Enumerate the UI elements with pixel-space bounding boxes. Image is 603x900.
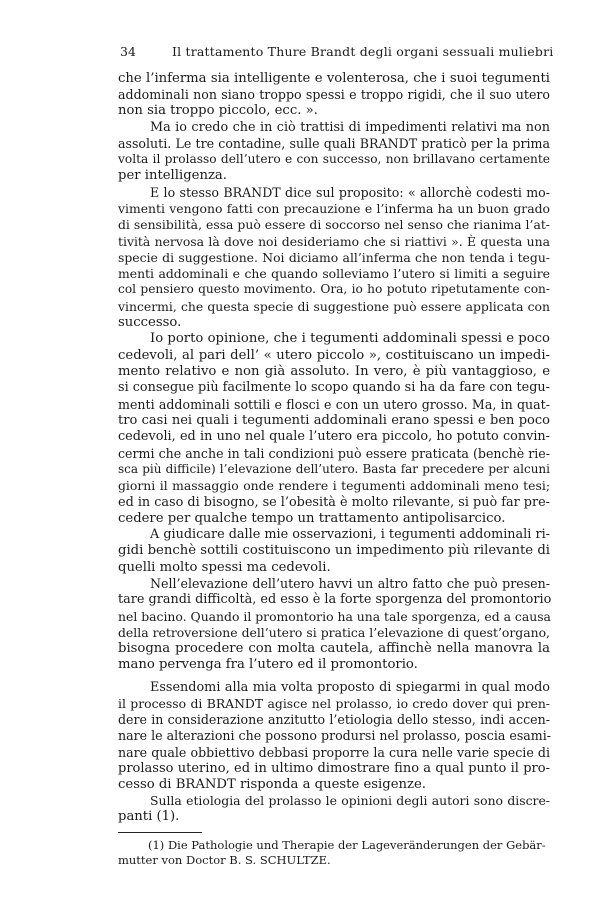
text-line: quelli molto spessi ma cedevoli. <box>118 560 331 575</box>
text-line: non sia troppo piccolo, ecc. ». <box>118 103 318 118</box>
text-line: nare quale obbiettivo debbasi proporre la cura nelle varie specie di <box>118 745 550 760</box>
text-line: panti (1). <box>118 809 180 824</box>
running-header <box>120 44 560 62</box>
text-line: Nell’elevazione dell’utero havvi un altro fatto che può presen- <box>150 576 550 591</box>
text-line: tività nervosa là dove noi desideriamo che si riattivi ». È questa una <box>118 234 550 249</box>
text-line: il processo di BRANDT agisce nel prolasso, io credo dover qui pren- <box>118 696 550 711</box>
text-line: volta il prolasso dell’utero e con successo, non brillavano certamente <box>118 152 550 166</box>
text-line: Ma io credo che in ciò trattisi di impedimenti relativi ma non <box>150 120 550 135</box>
text-line: vimenti vengono fatti con precauzione e l’inferma ha un buon grado <box>118 201 550 216</box>
footnote-line: mutter von Doctor B. S. SCHULTZE. <box>118 853 331 867</box>
text-line: gidi benchè sottili costituiscono un impedimento più rilevante di <box>118 543 550 558</box>
text-line: col pensiero questo movimento. Ora, io ho potuto ripetutamente con- <box>118 282 550 296</box>
text-line: menti addominali e che quando solleviamo l’utero si limiti a seguire <box>118 266 550 281</box>
text-line: bisogna procedere con molta cautela, affinchè nella manovra la <box>118 641 550 656</box>
text-line: A giudicare dalle mie osservazioni, i tegumenti addominali ri- <box>150 527 550 542</box>
footnote-rule <box>118 832 202 833</box>
text-line: cedevoli, ed in uno nel quale l’utero era piccolo, ho potuto convin- <box>118 429 550 444</box>
text-line: della retroversione dell’utero si pratica l’elevazione di quest’organo, <box>118 625 550 640</box>
text-line: nare le alterazioni che possono prodursi nel prolasso, poscia esami- <box>118 728 552 743</box>
running-title: Il trattamento Thure Brandt degli organi sessuali muliebri <box>172 44 554 59</box>
text-line: menti addominali sottili e flosci e con un utero grosso. Ma, in quat- <box>118 397 550 412</box>
text-line: che l’inferma sia intelligente e volenterosa, che i suoi tegumenti <box>118 71 550 86</box>
text-line: mento relativo e non già assoluto. In vero, è più vantaggioso, e <box>118 364 550 379</box>
text-line: assoluti. Le tre contadine, sulle quali BRANDT praticò per la prima <box>118 136 550 151</box>
text-line: Essendomi alla mia volta proposto di spiegarmi in qual modo <box>150 680 550 695</box>
text-line: Io porto opinione, che i tegumenti addominali spessi e poco <box>150 331 550 346</box>
text-line: cedere per qualche tempo un trattamento antipolisarcico. <box>118 511 506 526</box>
text-line: tro casi nei quali i tegumenti addominali erano spessi e ben poco <box>118 413 550 428</box>
text-line: tare grandi difficoltà, ed esso è la forte sporgenza del promontorio <box>118 592 552 607</box>
text-line: cermi che anche in tali condizioni può essere praticata (benchè rie- <box>118 446 550 461</box>
text-line: vincermi, che questa specie di suggestione può essere applicata con <box>118 299 550 314</box>
text-line: ed in caso di bisogno, se l’obesità è molto rilevante, si può far pre- <box>118 495 550 510</box>
page-number: 34 <box>120 44 136 59</box>
text-line: di sensibilità, essa può essere di soccorso nel senso che rianima l’at- <box>118 217 550 232</box>
text-line: nel bacino. Quando il promontorio ha una tale sporgenza, ed a causa <box>118 609 551 624</box>
text-line: cesso di BRANDT risponda a queste esigenze. <box>118 777 426 792</box>
text-line: giorni il massaggio onde rendere i tegumenti addominali meno tesi; <box>118 478 550 493</box>
text-line: Sulla etiologia del prolasso le opinioni degli autori sono discre- <box>150 793 550 808</box>
text-line: E lo stesso BRANDT dice sul proposito: « allorchè codesti mo- <box>150 185 550 200</box>
text-line: successo. <box>118 315 182 330</box>
text-line: sca più difficile) l’elevazione dell’utero. Basta far precedere per alcuni <box>118 462 550 476</box>
text-line: addominali non siano troppo spessi e troppo rigidi, che il suo utero <box>118 87 550 102</box>
text-line: mano pervenga fra l’utero ed il promontorio. <box>118 657 418 672</box>
footnote-line: (1) Die Pathologie und Therapie der Lageveränderungen der Gebär- <box>148 838 546 852</box>
text-line: si consegue più facilmente lo scopo quando si ha da fare con tegu- <box>118 380 550 395</box>
text-line: specie di suggestione. Noi diciamo all’inferma che non tenda i tegu- <box>118 250 550 265</box>
text-line: prolasso uterino, ed in ultimo dimostrare fino a qual punto il pro- <box>118 761 550 776</box>
text-line: cedevoli, al pari dell’ « utero piccolo », costituiscano un impedi- <box>118 348 550 363</box>
text-line: dere in considerazione anzitutto l’etiologia dello stesso, indi accen- <box>118 712 550 727</box>
text-line: per intelligenza. <box>118 168 227 183</box>
